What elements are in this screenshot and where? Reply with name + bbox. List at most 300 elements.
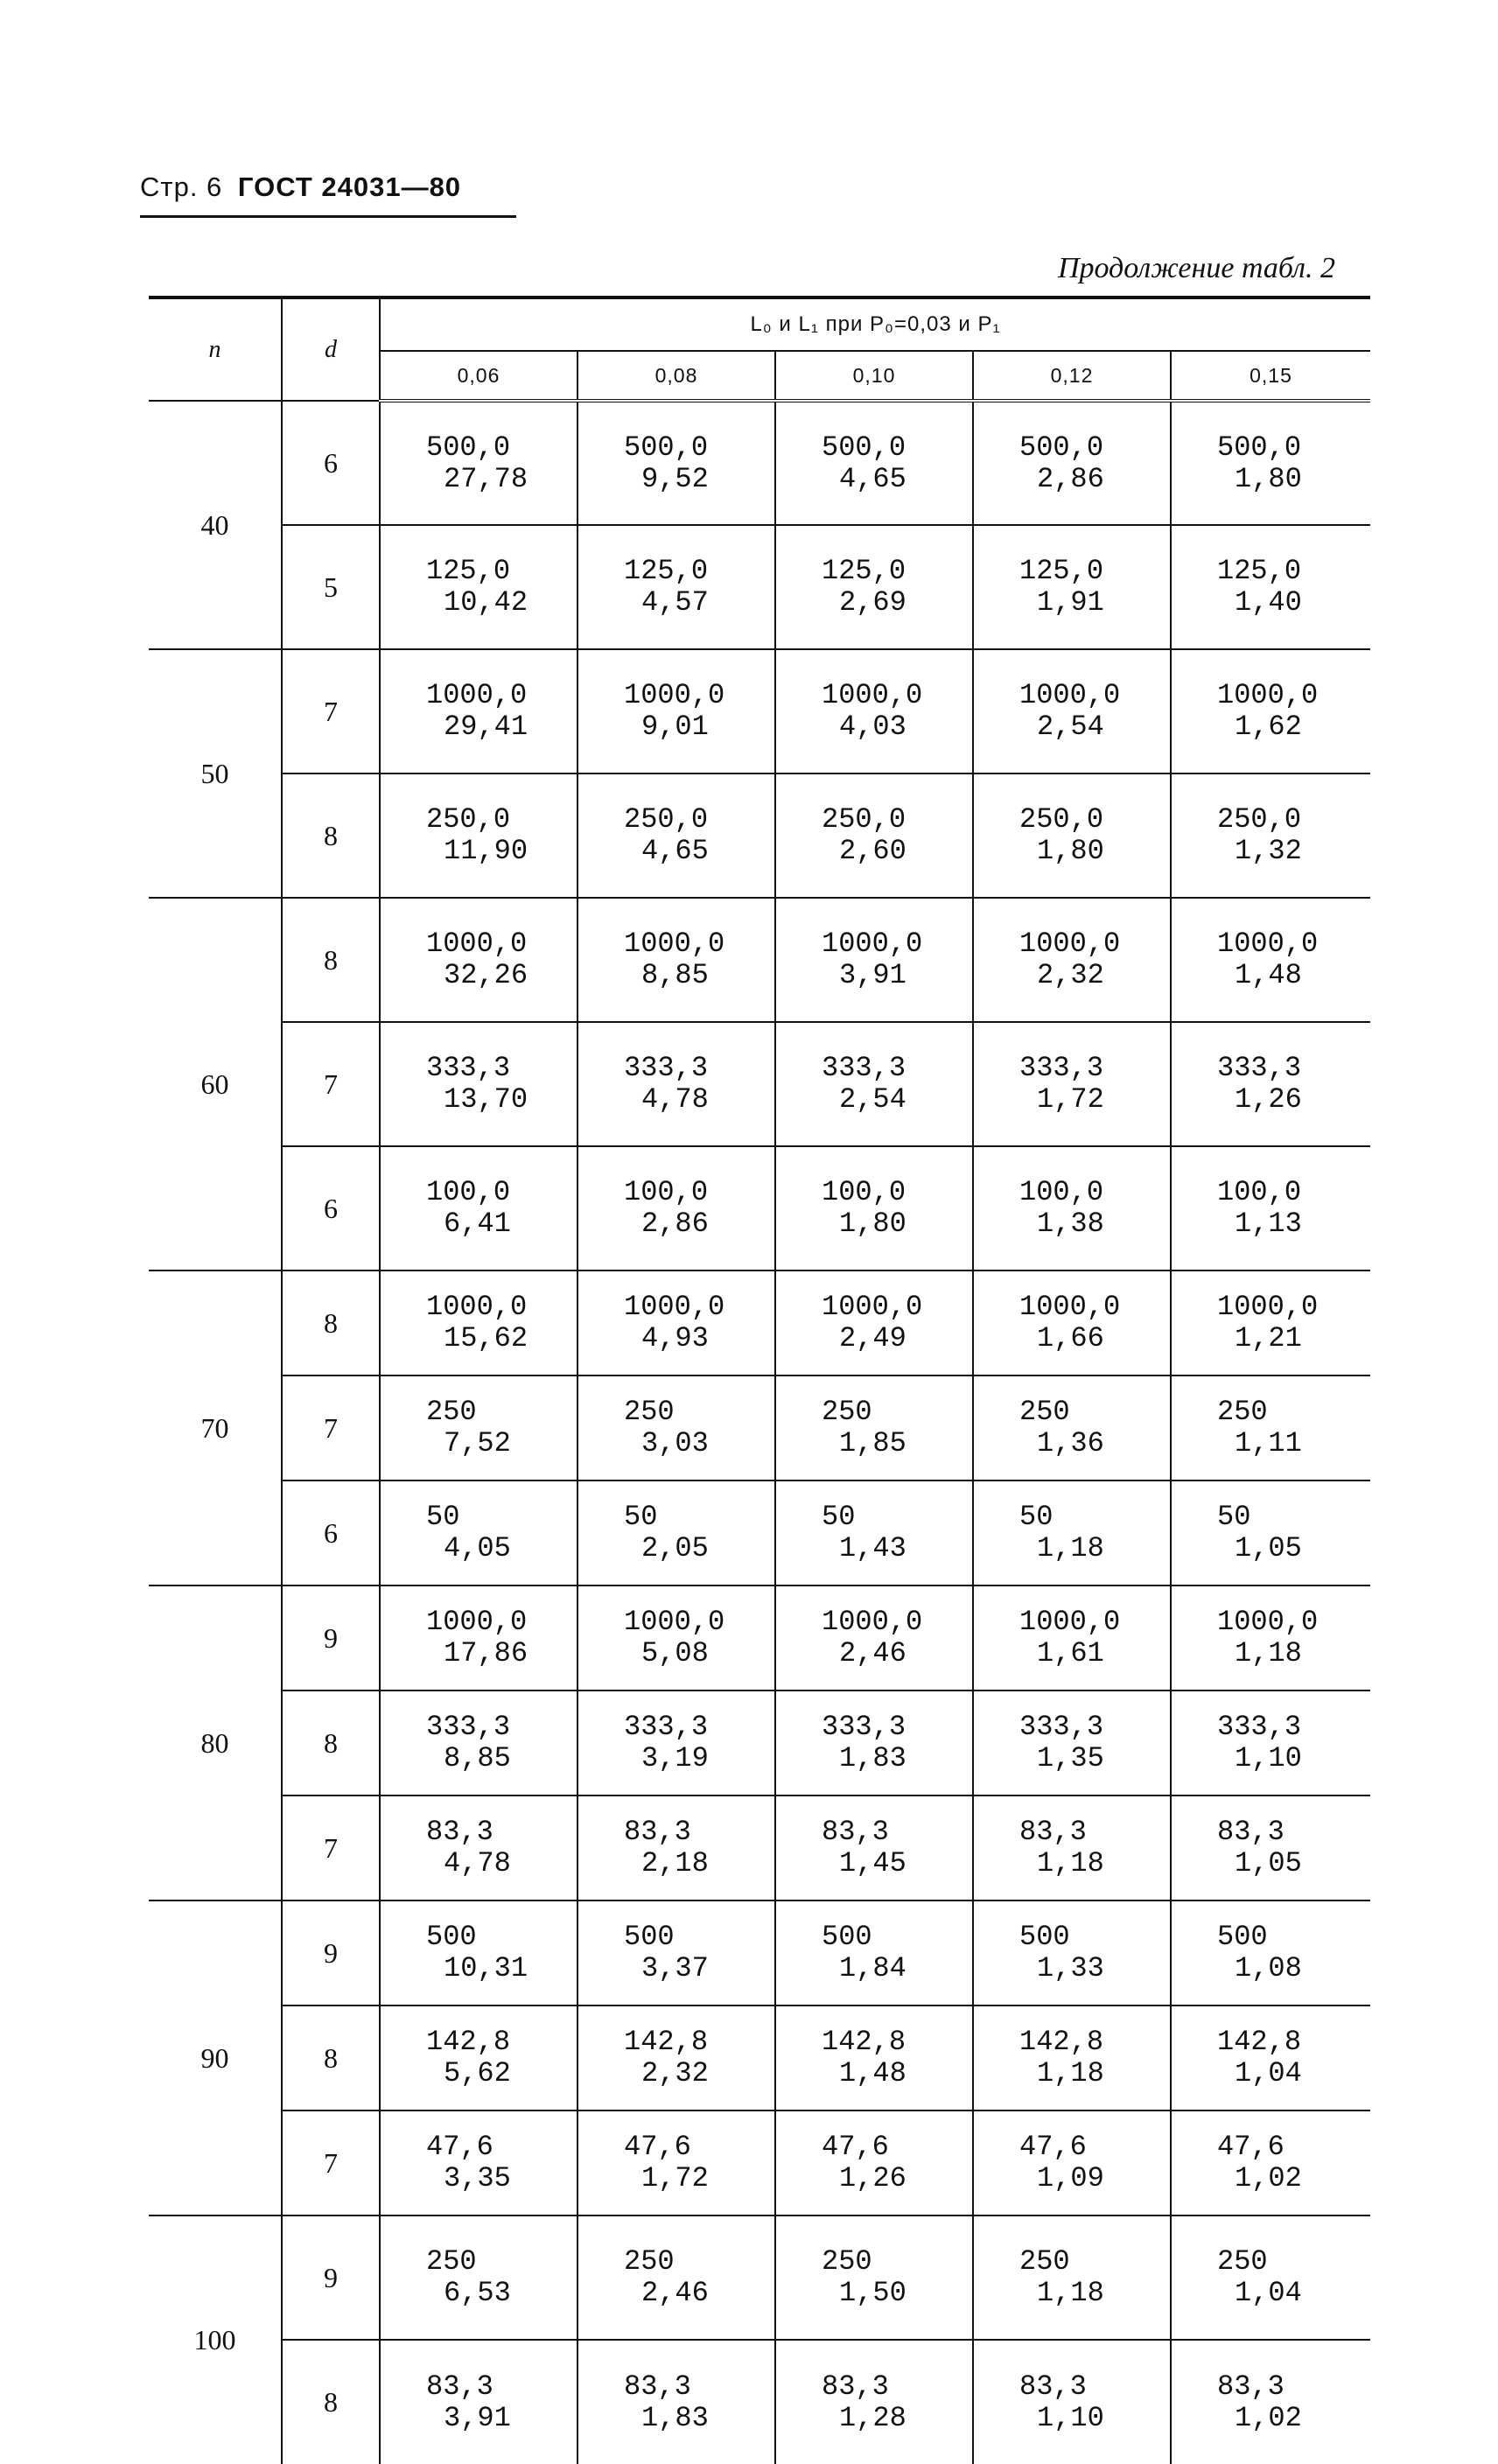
- cell-value: [1171, 2216, 1370, 2340]
- cell-value: [1171, 1480, 1370, 1586]
- value-l0: 50: [1217, 1501, 1251, 1533]
- value-l1: 1,13: [1235, 1208, 1302, 1240]
- value-l0: 250,0: [822, 803, 906, 836]
- cell-value: [578, 1796, 775, 1900]
- column-header-span: L₀ и L₁ при P₀=0,03 и P₁: [380, 298, 1370, 351]
- value-l1: 1,18: [1037, 1532, 1104, 1564]
- value-l1: 2,86: [1037, 462, 1104, 495]
- value-l0: 1000,0: [624, 1606, 725, 1638]
- cell-value: [1171, 1586, 1370, 1690]
- cell-d: 7: [282, 1376, 380, 1480]
- cell-value: [380, 649, 578, 774]
- value-l0: 125,0: [624, 555, 709, 587]
- cell-d: 7: [282, 1796, 380, 1900]
- cell-value: [973, 1900, 1171, 2006]
- value-l1: 1,40: [1235, 586, 1302, 619]
- cell-value: [578, 1480, 775, 1586]
- value-l0: 47,6: [1217, 2131, 1284, 2163]
- cell-value: [380, 1270, 578, 1376]
- cell-value: [775, 401, 973, 525]
- value-l1: 1,18: [1037, 1847, 1104, 1880]
- value-l0: 100,0: [822, 1176, 906, 1208]
- cell-value: [578, 1690, 775, 1796]
- cell-n: 40: [149, 401, 282, 649]
- value-l0: 142,8: [1019, 2026, 1104, 2058]
- value-l1: 1,80: [1235, 462, 1302, 495]
- table-row: [149, 2340, 1370, 2464]
- cell-value: [1171, 1376, 1370, 1480]
- table-row: [149, 774, 1370, 898]
- value-l1: 13,70: [444, 1083, 528, 1116]
- value-l1: 1,02: [1235, 2401, 1302, 2434]
- value-l1: 2,05: [641, 1532, 709, 1564]
- cell-value: [578, 1270, 775, 1376]
- value-l0: 50: [1019, 1501, 1054, 1533]
- value-l1: 1,48: [839, 2057, 906, 2090]
- value-l0: 142,8: [426, 2026, 511, 2058]
- table-row: [149, 1690, 1370, 1796]
- value-l0: 500,0: [426, 430, 511, 464]
- cell-value: [775, 1480, 973, 1586]
- value-l0: 500: [426, 1921, 477, 1953]
- value-l1: 2,86: [641, 1208, 709, 1240]
- cell-d: 9: [282, 1900, 380, 2006]
- cell-d: 8: [282, 774, 380, 898]
- value-l1: 1,36: [1037, 1427, 1104, 1460]
- value-l1: 10,31: [444, 1952, 528, 1984]
- value-l1: 3,19: [641, 1742, 709, 1774]
- value-l1: 1,43: [839, 1532, 906, 1564]
- value-l0: 250: [426, 1396, 477, 1428]
- value-l1: 17,86: [444, 1637, 528, 1670]
- cell-n: 70: [149, 1270, 282, 1586]
- value-l1: 4,93: [641, 1322, 709, 1354]
- cell-value: [380, 1022, 578, 1146]
- value-l0: 142,8: [1217, 2026, 1302, 2058]
- table-row: [149, 1586, 1370, 1690]
- value-l1: 1,32: [1235, 835, 1302, 867]
- value-l1: 1,35: [1037, 1742, 1104, 1774]
- cell-value: [775, 2006, 973, 2110]
- cell-value: [775, 2110, 973, 2216]
- value-l0: 250,0: [426, 803, 511, 836]
- value-l0: 333,3: [822, 1052, 906, 1084]
- cell-value: [775, 1690, 973, 1796]
- value-l0: 1000,0: [822, 928, 923, 960]
- value-l0: 333,3: [1217, 1052, 1302, 1084]
- value-l0: 333,3: [624, 1711, 709, 1743]
- value-l0: 1000,0: [426, 928, 528, 960]
- table-row: [149, 2006, 1370, 2110]
- cell-value: [578, 2110, 775, 2216]
- table-row: [149, 649, 1370, 774]
- cell-value: [380, 401, 578, 525]
- cell-value: [973, 1480, 1171, 1586]
- cell-value: [973, 1690, 1171, 1796]
- cell-value: [973, 1376, 1171, 1480]
- value-l1: 11,90: [444, 835, 528, 867]
- value-l0: 1000,0: [822, 1291, 923, 1323]
- value-l0: 250: [822, 2245, 872, 2278]
- value-l0: 333,3: [1217, 1711, 1302, 1743]
- cell-value: [775, 2216, 973, 2340]
- table-row: [149, 1146, 1370, 1270]
- value-l0: 125,0: [1019, 555, 1104, 587]
- value-l1: 4,78: [641, 1083, 709, 1116]
- value-l1: 6,53: [444, 2277, 511, 2309]
- value-l1: 1,26: [1235, 1083, 1302, 1116]
- value-l1: 2,46: [839, 1637, 906, 1670]
- value-l0: 100,0: [426, 1176, 511, 1208]
- cell-value: [1171, 1796, 1370, 1900]
- value-l1: 1,33: [1037, 1952, 1104, 1984]
- value-l1: 6,41: [444, 1208, 511, 1240]
- cell-value: [973, 2216, 1171, 2340]
- cell-value: [380, 2216, 578, 2340]
- value-l1: 4,78: [444, 1847, 511, 1880]
- cell-value: [973, 1586, 1171, 1690]
- cell-value: [973, 2110, 1171, 2216]
- cell-value: [775, 1900, 973, 2006]
- value-l0: 1000,0: [1019, 679, 1121, 711]
- value-l0: 500,0: [624, 430, 709, 464]
- cell-value: [380, 1586, 578, 1690]
- value-l0: 250: [1217, 1396, 1268, 1428]
- value-l1: 1,28: [839, 2401, 906, 2434]
- value-l1: 1,38: [1037, 1208, 1104, 1240]
- cell-value: [578, 2216, 775, 2340]
- cell-d: 8: [282, 1270, 380, 1376]
- value-l0: 1000,0: [1019, 928, 1121, 960]
- cell-value: [1171, 2006, 1370, 2110]
- table-row: [149, 2216, 1370, 2340]
- value-l0: 83,3: [624, 2370, 691, 2403]
- cell-value: [775, 1270, 973, 1376]
- cell-value: [1171, 401, 1370, 525]
- value-l0: 83,3: [624, 1816, 691, 1848]
- page-header: [140, 172, 461, 203]
- value-l0: 47,6: [426, 2131, 494, 2163]
- value-l0: 333,3: [822, 1711, 906, 1743]
- cell-n: 60: [149, 898, 282, 1270]
- value-l1: 7,52: [444, 1427, 511, 1460]
- value-l1: 5,62: [444, 2057, 511, 2090]
- value-l1: 9,01: [641, 710, 709, 743]
- cell-n: 80: [149, 1586, 282, 1900]
- cell-d: 7: [282, 1022, 380, 1146]
- cell-value: [578, 774, 775, 898]
- column-header-p1: 0,06: [380, 351, 578, 401]
- cell-value: [380, 525, 578, 649]
- table-row: [149, 1900, 1370, 2006]
- cell-value: [1171, 1690, 1370, 1796]
- value-l0: 47,6: [624, 2131, 691, 2163]
- value-l1: 1,05: [1235, 1532, 1302, 1564]
- value-l0: 500: [1019, 1921, 1070, 1953]
- value-l1: 1,84: [839, 1952, 906, 1984]
- cell-value: [578, 1146, 775, 1270]
- cell-d: 8: [282, 2340, 380, 2464]
- cell-value: [380, 1146, 578, 1270]
- value-l0: 250: [426, 2245, 477, 2278]
- cell-value: [973, 2006, 1171, 2110]
- cell-value: [578, 649, 775, 774]
- value-l1: 2,32: [1037, 959, 1104, 991]
- data-table: [149, 296, 1370, 2464]
- value-l0: 250,0: [1217, 803, 1302, 836]
- value-l1: 2,18: [641, 1847, 709, 1880]
- cell-value: [578, 898, 775, 1022]
- cell-value: [1171, 1146, 1370, 1270]
- value-l1: 1,02: [1235, 2162, 1302, 2194]
- value-l0: 47,6: [822, 2131, 889, 2163]
- value-l0: 250: [1019, 2245, 1070, 2278]
- value-l0: 1000,0: [624, 679, 725, 711]
- cell-value: [1171, 898, 1370, 1022]
- value-l1: 4,05: [444, 1532, 511, 1564]
- value-l1: 3,91: [444, 2401, 511, 2434]
- value-l1: 1,18: [1235, 1637, 1302, 1670]
- cell-value: [578, 1586, 775, 1690]
- value-l0: 83,3: [1217, 2370, 1284, 2403]
- cell-d: 7: [282, 649, 380, 774]
- table-continuation-caption: Продолжение табл. 2: [1057, 252, 1335, 284]
- value-l1: 15,62: [444, 1322, 528, 1354]
- value-l0: 250: [1019, 1396, 1070, 1428]
- value-l0: 50: [624, 1501, 658, 1533]
- value-l1: 1,83: [641, 2401, 709, 2434]
- cell-value: [973, 525, 1171, 649]
- cell-value: [1171, 525, 1370, 649]
- value-l0: 47,6: [1019, 2131, 1087, 2163]
- cell-value: [973, 1146, 1171, 1270]
- value-l0: 333,3: [426, 1711, 511, 1743]
- cell-value: [775, 2340, 973, 2464]
- value-l1: 1,08: [1235, 1952, 1302, 1984]
- value-l0: 1000,0: [1217, 679, 1319, 711]
- value-l1: 1,91: [1037, 586, 1104, 619]
- column-header-p1: 0,12: [973, 351, 1171, 401]
- standard-number: ГОСТ 24031—80: [237, 172, 462, 202]
- value-l1: 1,04: [1235, 2057, 1302, 2090]
- cell-value: [380, 1900, 578, 2006]
- value-l1: 1,26: [839, 2162, 906, 2194]
- cell-d: 6: [282, 1146, 380, 1270]
- value-l0: 250,0: [1019, 803, 1104, 836]
- value-l1: 1,11: [1235, 1427, 1302, 1460]
- cell-d: 8: [282, 1690, 380, 1796]
- value-l0: 250: [822, 1396, 872, 1428]
- cell-n: 90: [149, 1900, 282, 2216]
- cell-value: [578, 1900, 775, 2006]
- value-l1: 1,66: [1037, 1322, 1104, 1354]
- cell-d: 6: [282, 1480, 380, 1586]
- value-l0: 500,0: [822, 430, 906, 464]
- table-row: [149, 2110, 1370, 2216]
- cell-d: 8: [282, 2006, 380, 2110]
- cell-value: [380, 2340, 578, 2464]
- value-l0: 250,0: [624, 803, 709, 836]
- cell-value: [775, 525, 973, 649]
- value-l1: 1,10: [1037, 2401, 1104, 2434]
- cell-value: [578, 525, 775, 649]
- value-l0: 500: [1217, 1921, 1268, 1953]
- cell-value: [973, 1796, 1171, 1900]
- table-row: [149, 1796, 1370, 1900]
- cell-value: [380, 1796, 578, 1900]
- cell-value: [973, 774, 1171, 898]
- value-l0: 500,0: [1019, 430, 1104, 464]
- value-l0: 333,3: [624, 1052, 709, 1084]
- value-l1: 1,72: [641, 2162, 709, 2194]
- value-l1: 8,85: [444, 1742, 511, 1774]
- table-header: [149, 298, 1370, 401]
- value-l0: 125,0: [1217, 555, 1302, 587]
- cell-value: [380, 898, 578, 1022]
- value-l0: 125,0: [822, 555, 906, 587]
- table-row: [149, 1376, 1370, 1480]
- cell-value: [380, 774, 578, 898]
- value-l0: 500: [822, 1921, 872, 1953]
- cell-value: [973, 401, 1171, 525]
- value-l1: 4,03: [839, 710, 906, 743]
- value-l0: 142,8: [624, 2026, 709, 2058]
- cell-value: [775, 898, 973, 1022]
- value-l1: 1,09: [1037, 2162, 1104, 2194]
- cell-value: [578, 1376, 775, 1480]
- value-l1: 1,61: [1037, 1637, 1104, 1670]
- cell-value: [578, 2340, 775, 2464]
- value-l0: 1000,0: [1217, 928, 1319, 960]
- value-l0: 333,3: [426, 1052, 511, 1084]
- column-header-p1: 0,15: [1171, 351, 1370, 401]
- cell-value: [775, 1146, 973, 1270]
- value-l1: 2,60: [839, 835, 906, 867]
- cell-value: [578, 2006, 775, 2110]
- value-l1: 1,18: [1037, 2057, 1104, 2090]
- value-l1: 1,04: [1235, 2277, 1302, 2309]
- column-header-p1: 0,10: [775, 351, 973, 401]
- value-l0: 142,8: [822, 2026, 906, 2058]
- cell-value: [380, 2110, 578, 2216]
- value-l1: 2,69: [839, 586, 906, 619]
- value-l0: 125,0: [426, 555, 511, 587]
- value-l0: 1000,0: [1217, 1606, 1319, 1638]
- value-l0: 1000,0: [426, 1606, 528, 1638]
- value-l0: 1000,0: [426, 679, 528, 711]
- value-l1: 1,45: [839, 1847, 906, 1880]
- cell-value: [973, 649, 1171, 774]
- value-l0: 50: [426, 1501, 460, 1533]
- cell-value: [775, 774, 973, 898]
- value-l1: 1,50: [839, 2277, 906, 2309]
- value-l1: 29,41: [444, 710, 528, 743]
- column-header-n: n: [149, 298, 282, 401]
- cell-n: 50: [149, 649, 282, 898]
- cell-value: [973, 1022, 1171, 1146]
- value-l0: 1000,0: [822, 1606, 923, 1638]
- value-l0: 1000,0: [1019, 1291, 1121, 1323]
- value-l0: 1000,0: [426, 1291, 528, 1323]
- value-l1: 27,78: [444, 462, 528, 495]
- value-l0: 100,0: [624, 1176, 709, 1208]
- table-row: [149, 898, 1370, 1022]
- value-l0: 50: [822, 1501, 856, 1533]
- cell-value: [380, 1480, 578, 1586]
- value-l0: 333,3: [1019, 1711, 1104, 1743]
- value-l1: 2,54: [839, 1083, 906, 1116]
- table-row: [149, 401, 1370, 525]
- value-l1: 1,83: [839, 1742, 906, 1774]
- table-row: [149, 1270, 1370, 1376]
- value-l1: 1,05: [1235, 1847, 1302, 1880]
- cell-value: [380, 1376, 578, 1480]
- value-l0: 83,3: [1019, 1816, 1087, 1848]
- value-l1: 8,85: [641, 959, 709, 991]
- value-l1: 3,35: [444, 2162, 511, 2194]
- value-l0: 500: [624, 1921, 675, 1953]
- value-l1: 1,80: [1037, 835, 1104, 867]
- cell-value: [973, 1270, 1171, 1376]
- value-l0: 500,0: [1217, 430, 1302, 464]
- value-l1: 2,54: [1037, 710, 1104, 743]
- value-l1: 1,48: [1235, 959, 1302, 991]
- cell-d: 9: [282, 1586, 380, 1690]
- value-l0: 83,3: [426, 1816, 494, 1848]
- cell-value: [1171, 2110, 1370, 2216]
- cell-value: [973, 2340, 1171, 2464]
- cell-value: [380, 1690, 578, 1796]
- value-l0: 83,3: [822, 1816, 889, 1848]
- value-l1: 3,03: [641, 1427, 709, 1460]
- value-l1: 3,37: [641, 1952, 709, 1984]
- cell-d: 6: [282, 401, 380, 525]
- value-l0: 83,3: [426, 2370, 494, 2403]
- table-row: [149, 525, 1370, 649]
- cell-value: [775, 1586, 973, 1690]
- cell-value: [973, 898, 1171, 1022]
- cell-d: 9: [282, 2216, 380, 2340]
- cell-value: [775, 1796, 973, 1900]
- value-l1: 1,85: [839, 1427, 906, 1460]
- cell-value: [1171, 2340, 1370, 2464]
- value-l0: 250: [1217, 2245, 1268, 2278]
- value-l0: 1000,0: [624, 928, 725, 960]
- value-l1: 1,10: [1235, 1742, 1302, 1774]
- value-l0: 1000,0: [1019, 1606, 1121, 1638]
- value-l1: 32,26: [444, 959, 528, 991]
- value-l0: 83,3: [822, 2370, 889, 2403]
- value-l0: 250: [624, 2245, 675, 2278]
- cell-value: [380, 2006, 578, 2110]
- page-number: Стр. 6: [140, 172, 223, 202]
- table-body: [149, 401, 1370, 2464]
- value-l1: 1,72: [1037, 1083, 1104, 1116]
- value-l1: 4,57: [641, 586, 709, 619]
- cell-n: 100: [149, 2216, 282, 2464]
- value-l0: 83,3: [1217, 1816, 1284, 1848]
- cell-value: [578, 401, 775, 525]
- cell-value: [775, 649, 973, 774]
- value-l1: 4,65: [641, 835, 709, 867]
- cell-value: [1171, 1900, 1370, 2006]
- table-row: [149, 1480, 1370, 1586]
- value-l0: 1000,0: [624, 1291, 725, 1323]
- value-l0: 83,3: [1019, 2370, 1087, 2403]
- value-l1: 10,42: [444, 586, 528, 619]
- cell-value: [1171, 649, 1370, 774]
- value-l1: 2,49: [839, 1322, 906, 1354]
